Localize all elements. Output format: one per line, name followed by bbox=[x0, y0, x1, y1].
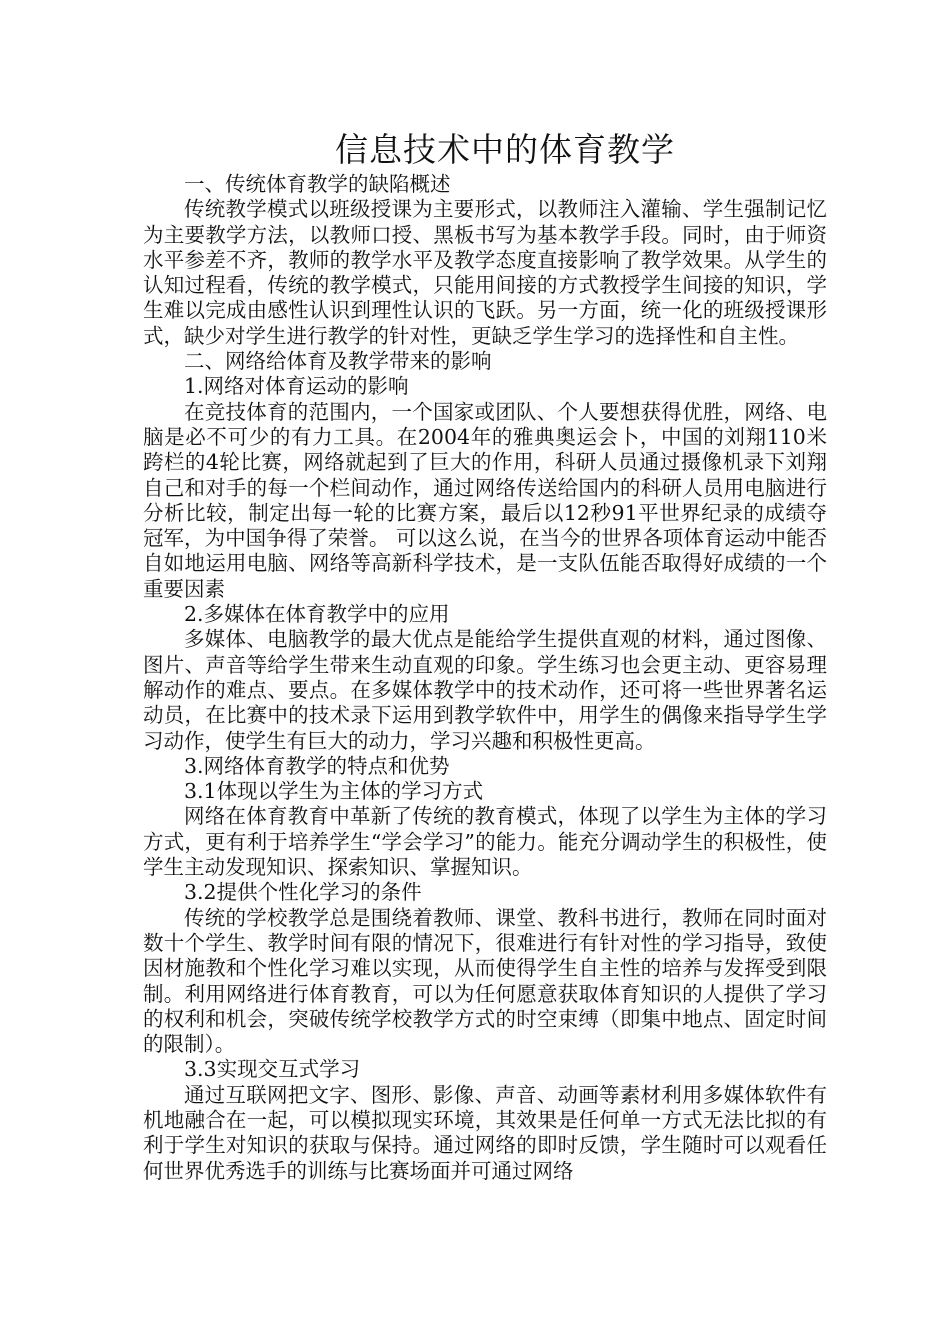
paragraph: 传统的学校教学总是围绕着教师、课堂、教科书进行，教师在同时面对数十个学生、教学时间有限的情况下，很难进行有针对性的学习指导，致使因材施教和个性化学习难以实现，从而使得学生自主性的培养与发挥受到限制。利用网络进行体育教育，可以为任何愿意获取体育知识的人提供了学习的权利和机会，突破传统学校教学方式的时空束缚（即集中地点、固定时间的限制）。 bbox=[143, 905, 827, 1057]
subheading-3-3: 3.3实现交互式学习 bbox=[184, 1057, 361, 1082]
subheading-2: 2.多媒体在体育教学中的应用 bbox=[184, 602, 450, 627]
document-title: 信息技术中的体育教学 bbox=[335, 130, 675, 169]
paragraph: 在竞技体育的范围内，一个国家或团队、个人要想获得优胜，网络、电脑是必不可少的有力工具。在2004年的雅典奥运会卜，中国的刘翔110米跨栏的4轮比赛，网络就起到了巨大的作用，科研人员通过摄像机录下刘翔自己和对手的每一个栏间动作，通过网络传送给国内的科研人员用电脑进行分析比较，制定出每一轮的比赛方案，最后以12秒91平世界纪录的成绩夺冠军，为中国争得了荣誉。 可以这么说，在当今的世界各项体育运动中能否自如地运用电脑、网络等高新科学技术，是一支队伍能否取得好成绩的一个重要因素 bbox=[143, 399, 827, 601]
subheading-1: 1.网络对体育运动的影响 bbox=[184, 374, 409, 399]
document-body bbox=[143, 128, 827, 1184]
paragraph: 通过互联网把文字、图形、影像、声音、动画等素材利用多媒体软件有机地融合在一起，可以模拟现实环境，其效果是任何单一方式无法比拟的有利于学生对知识的获取与保持。通过网络的即时反馈，学生随时可以观看任何世界优秀选手的训练与比赛场面并可通过网络 bbox=[143, 1082, 827, 1183]
paragraph: 多媒体、电脑教学的最大优点是能给学生提供直观的材料，通过图像、图片、声音等给学生带来生动直观的印象。学生练习也会更主动、更容易理解动作的难点、要点。在多媒体教学中的技术动作，还可将一些世界著名运动员，在比赛中的技术录下运用到教学软件中，用学生的偶像来指导学生学习动作，使学生有巨大的动力，学习兴趣和积极性更高。 bbox=[143, 627, 827, 753]
paragraph: 传统教学模式以班级授课为主要形式，以教师注入灌输、学生强制记忆为主要教学方法，以教师口授、黑板书写为基本教学手段。同时，由于师资水平参差不齐，教师的教学水平及教学态度直接影响了教学效果。从学生的认知过程看，传统的教学模式，只能用间接的方式教授学生间接的知识，学生难以完成由感性认识到理性认识的飞跃。另一方面，统一化的班级授课形式，缺少对学生进行教学的针对性，更缺乏学生学习的选择性和自主性。 bbox=[143, 197, 827, 348]
subheading-3-2: 3.2提供个性化学习的条件 bbox=[184, 880, 422, 905]
section-heading-2: 二、网络给体育及教学带来的影响 bbox=[184, 349, 492, 374]
subheading-3: 3.网络体育教学的特点和优势 bbox=[184, 753, 450, 778]
paragraph: 网络在体育教育中革新了传统的教育模式，体现了以学生为主体的学习方式，更有利于培养学生“学会学习”的能力。能充分调动学生的积极性，使学生主动发现知识、探索知识、掌握知识。 bbox=[143, 804, 827, 880]
section-heading-1: 一、传统体育教学的缺陷概述 bbox=[184, 172, 451, 196]
subheading-3-1: 3.1体现以学生为主体的学习方式 bbox=[184, 779, 484, 804]
